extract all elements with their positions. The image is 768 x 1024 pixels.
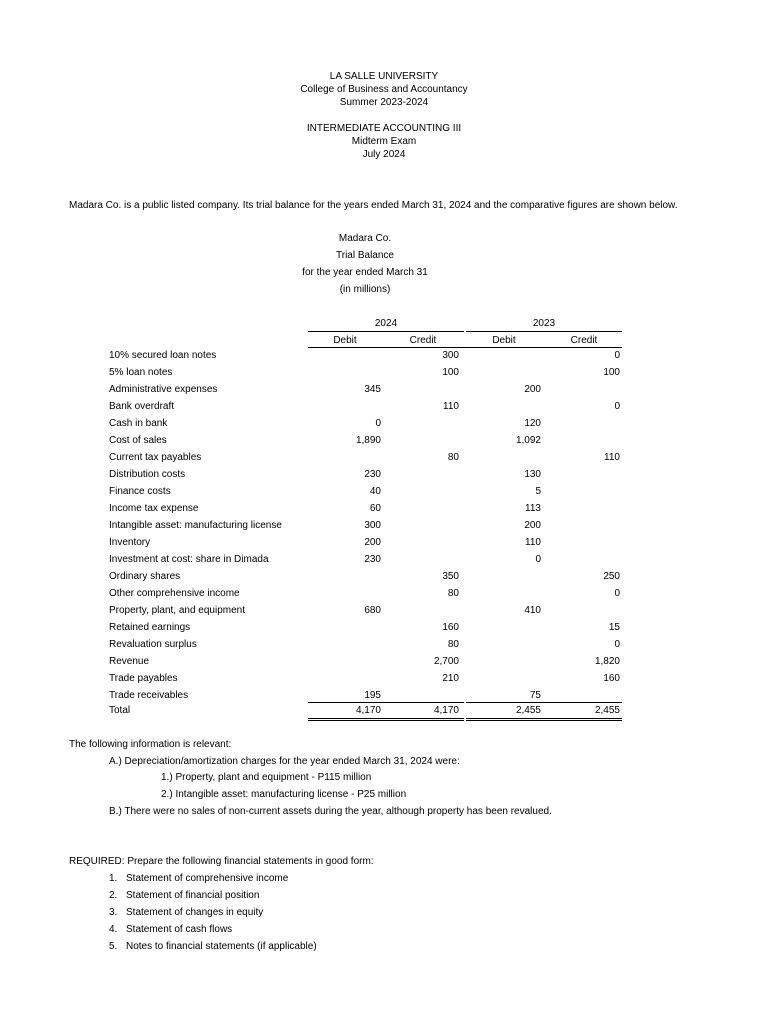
debit-2023-cell: 200 <box>524 384 541 395</box>
debit-2023-cell: 130 <box>524 469 541 480</box>
debit-2023-cell: 120 <box>524 418 541 429</box>
total-rule-2023-a <box>466 718 622 719</box>
credit-2024-cell: 350 <box>442 571 459 582</box>
intro-paragraph: Madara Co. is a public listed company. Its trial balance for the years ended March 31, 2024 and the comparative figures are shown below. <box>69 200 678 211</box>
table-row <box>0 622 768 639</box>
account-label: Cash in bank <box>109 418 168 429</box>
table-row <box>0 350 768 367</box>
debit-2024-cell: 680 <box>364 605 381 616</box>
required-item-number: 3. <box>109 907 118 918</box>
required-item <box>109 941 317 953</box>
debit-2024-cell: 345 <box>364 384 381 395</box>
credit-2024-cell: 300 <box>442 350 459 361</box>
debit-2024-cell: 1,890 <box>355 435 381 446</box>
credit-2024-cell: 2,700 <box>433 656 459 667</box>
account-label: Revaluation surplus <box>109 639 197 650</box>
account-label: Administrative expenses <box>109 384 218 395</box>
credit-2023-cell: 0 <box>614 401 620 412</box>
required-item-number: 2. <box>109 890 118 901</box>
credit-2024-cell: 110 <box>443 401 459 412</box>
required-item-text: Statement of financial position <box>126 890 260 901</box>
debit-2023-cell: 75 <box>529 690 541 701</box>
account-label: Distribution costs <box>109 469 186 480</box>
tb-period: for the year ended March 31 <box>302 267 428 278</box>
table-row <box>0 639 768 656</box>
total-rule-2024-b <box>308 720 464 721</box>
table-row <box>0 367 768 384</box>
debit-2024-cell: 230 <box>364 554 381 565</box>
account-label: Other comprehensive income <box>109 588 240 599</box>
table-row <box>0 469 768 486</box>
total-rule-2023-b <box>466 720 622 721</box>
credit-2024-header: Credit <box>409 335 437 346</box>
debit-2024-cell: 200 <box>364 537 381 548</box>
account-label: Cost of sales <box>109 435 167 446</box>
account-label: Retained earnings <box>109 622 191 633</box>
account-label: Current tax payables <box>109 452 202 463</box>
debit-2024-cell: 40 <box>369 486 381 497</box>
debit-2023-cell: 5 <box>535 486 541 497</box>
account-label: Property, plant, and equipment <box>109 605 246 616</box>
account-label: Bank overdraft <box>109 401 175 412</box>
info-heading: The following information is relevant: <box>69 739 232 750</box>
table-row <box>0 571 768 588</box>
required-item <box>109 924 232 936</box>
table-row <box>0 656 768 673</box>
table-row <box>0 673 768 690</box>
info-item-a2: 2.) Intangible asset: manufacturing license - P25 million <box>161 789 407 800</box>
debit-2024-cell: 195 <box>364 690 381 701</box>
table-row <box>0 452 768 469</box>
table-row <box>0 384 768 401</box>
credit-2024-cell: 210 <box>442 673 459 684</box>
credit-2024-cell: 100 <box>442 367 459 378</box>
credit-2023-cell: 100 <box>603 367 620 378</box>
total-credit-2024: 4,170 <box>433 705 459 716</box>
required-item-text: Statement of changes in equity <box>126 907 264 918</box>
credit-2023-cell: 110 <box>604 452 620 463</box>
total-debit-2023: 2,455 <box>515 705 541 716</box>
course-title: INTERMEDIATE ACCOUNTING III <box>306 123 462 134</box>
credit-2023-cell: 250 <box>603 571 620 582</box>
credit-2023-cell: 15 <box>608 622 620 633</box>
debit-2023-cell: 113 <box>525 503 541 514</box>
required-heading: REQUIRED: Prepare the following financial statements in good form: <box>69 856 374 867</box>
required-item <box>109 890 259 902</box>
credit-2023-cell: 0 <box>614 639 620 650</box>
debit-2023-cell: 0 <box>535 554 541 565</box>
credit-2024-cell: 80 <box>447 639 459 650</box>
subtotal-rule-2024 <box>308 702 464 703</box>
info-item-b: B.) There were no sales of non-current assets during the year, although property has been revalued. <box>109 806 552 817</box>
total-label: Total <box>109 705 131 716</box>
total-debit-2024: 4,170 <box>355 705 381 716</box>
account-label: Trade payables <box>109 673 178 684</box>
table-row <box>0 503 768 520</box>
credit-2024-cell: 80 <box>447 588 459 599</box>
credit-2024-cell: 80 <box>447 452 459 463</box>
debit-2024-header: Debit <box>333 335 357 346</box>
account-label: Inventory <box>109 537 151 548</box>
debit-2023-cell: 1,092 <box>515 435 541 446</box>
tb-company: Madara Co. <box>338 233 392 244</box>
table-row <box>0 554 768 571</box>
year-2024-header: 2024 <box>374 318 398 329</box>
exam-label: Midterm Exam <box>351 136 417 147</box>
info-item-a: A.) Depreciation/amortization charges for the year ended March 31, 2024 were: <box>109 756 460 767</box>
college-name: College of Business and Accountancy <box>300 84 468 95</box>
term-label: Summer 2023-2024 <box>339 97 429 108</box>
table-row <box>0 486 768 503</box>
table-row <box>0 435 768 452</box>
required-item-number: 5. <box>109 941 118 952</box>
required-item-number: 1. <box>109 873 118 884</box>
account-label: Finance costs <box>109 486 171 497</box>
credit-2023-cell: 0 <box>614 350 620 361</box>
info-item-a1: 1.) Property, plant and equipment - P115 million <box>161 772 372 783</box>
account-label: Revenue <box>109 656 150 667</box>
credit-2024-cell: 160 <box>442 622 459 633</box>
debit-2023-cell: 200 <box>524 520 541 531</box>
debit-2023-cell: 410 <box>524 605 541 616</box>
credit-2023-header: Credit <box>570 335 598 346</box>
university-name: LA SALLE UNIVERSITY <box>329 71 439 82</box>
account-label: Investment at cost: share in Dimada <box>109 554 269 565</box>
account-label: Ordinary shares <box>109 571 181 582</box>
debit-2024-cell: 60 <box>369 503 381 514</box>
exam-date: July 2024 <box>362 149 406 160</box>
debit-2023-header: Debit <box>492 335 516 346</box>
account-label: 10% secured loan notes <box>109 350 217 361</box>
year-2024-rule <box>308 331 464 332</box>
debit-2023-cell: 110 <box>525 537 541 548</box>
account-label: Trade receivables <box>109 690 189 701</box>
tb-unit: (in millions) <box>339 284 391 295</box>
required-item-text: Statement of cash flows <box>126 924 233 935</box>
credit-2023-cell: 160 <box>603 673 620 684</box>
required-item <box>109 907 263 919</box>
required-item-text: Statement of comprehensive income <box>126 873 289 884</box>
debit-2024-cell: 300 <box>364 520 381 531</box>
table-row <box>0 418 768 435</box>
table-row <box>0 588 768 605</box>
column-header-rule <box>308 347 622 348</box>
credit-2023-cell: 0 <box>614 588 620 599</box>
table-row <box>0 401 768 418</box>
account-label: Income tax expense <box>109 503 199 514</box>
debit-2024-cell: 230 <box>364 469 381 480</box>
credit-2023-cell: 1,820 <box>594 656 620 667</box>
year-2023-rule <box>466 331 622 332</box>
table-row <box>0 605 768 622</box>
required-item <box>109 873 288 885</box>
table-row <box>0 537 768 554</box>
table-row <box>0 520 768 537</box>
total-rule-2024-a <box>308 718 464 719</box>
total-credit-2023: 2,455 <box>594 705 620 716</box>
tb-title: Trial Balance <box>336 250 394 261</box>
account-label: 5% loan notes <box>109 367 173 378</box>
subtotal-rule-2023 <box>466 702 622 703</box>
required-item-number: 4. <box>109 924 118 935</box>
account-label: Intangible asset: manufacturing license <box>109 520 282 531</box>
year-2023-header: 2023 <box>532 318 556 329</box>
debit-2024-cell: 0 <box>375 418 381 429</box>
required-item-text: Notes to financial statements (if applicable) <box>126 941 317 952</box>
